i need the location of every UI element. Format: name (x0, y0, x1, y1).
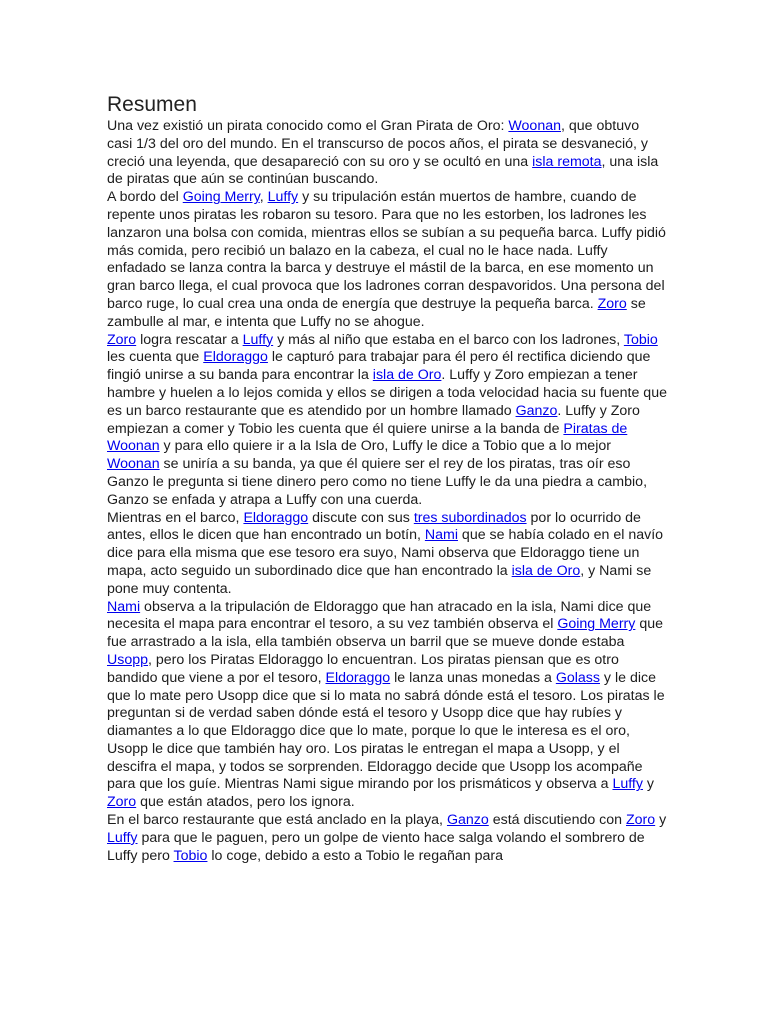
article-link[interactable]: Zoro (597, 295, 627, 312)
paragraph-text: A bordo del (107, 189, 183, 206)
article-link[interactable]: Tobio (173, 847, 208, 864)
article-link[interactable]: Zoro (107, 331, 137, 348)
paragraph-5 (107, 599, 667, 813)
article-link[interactable]: Tobio (623, 331, 658, 348)
paragraph-text: , una isla de piratas que aún se continúan buscando. (107, 153, 659, 188)
article-link[interactable]: Zoro (626, 812, 656, 829)
paragraph-text: lo coge, debido a esto a Tobio le regañan para (207, 847, 503, 864)
paragraph-text: que se había colado en el navío dice para ella misma que ese tesoro era suyo, Nami observa que Eldoraggo tiene un mapa, acto seguido un subordinado dice que han encontrado la (107, 527, 664, 579)
page-title: Resumen (107, 93, 197, 116)
article-link[interactable]: Luffy (107, 829, 138, 846)
paragraph-text: Mientras en el barco, (107, 509, 244, 526)
paragraph-text: está discutiendo con (488, 812, 626, 829)
document-body (107, 118, 667, 865)
paragraph-text: y (642, 776, 655, 793)
paragraph-text: Una vez existió un pirata conocido como el Gran Pirata de Oro: (107, 118, 509, 134)
article-link[interactable]: Ganzo (446, 812, 489, 829)
paragraph-text: les cuenta que (107, 349, 204, 366)
paragraph-text: , pero los Piratas Eldoraggo lo encuentran. Los piratas piensan que es otro bandido que viene a por el tesoro, (107, 651, 619, 686)
paragraph-text: que fue arrastrado a la isla, ella también observa un barril que se mueve donde estaba (107, 616, 663, 651)
article-link[interactable]: Going Merry (182, 189, 260, 206)
paragraph-4 (107, 510, 667, 599)
paragraph-1 (107, 118, 667, 189)
paragraph-text: y más al niño que estaba en el barco con los ladrones, (273, 331, 624, 348)
article-link[interactable]: Eldoraggo (325, 669, 391, 686)
paragraph-text: se uniría a su banda, ya que él quiere ser el rey de los piratas, tras oír eso Ganzo le pregunta si tiene dinero pero como no tiene Luffy le da una piedra a cambio, Ganzo se enfada y atrapa a Luffy con una cuerda. (107, 456, 648, 508)
article-link[interactable]: Eldoraggo (203, 349, 268, 366)
article-link[interactable]: Luffy (612, 776, 643, 793)
paragraph-3 (107, 332, 667, 510)
paragraph-text: y (655, 812, 667, 829)
paragraph-text: logra rescatar a (136, 331, 243, 348)
article-link[interactable]: Luffy (267, 189, 299, 206)
article-link[interactable]: Piratas de Woonan (107, 420, 628, 455)
article-link[interactable]: isla remota (532, 153, 602, 170)
paragraph-text: y para ello quiere ir a la Isla de Oro, Luffy le dice a Tobio que a lo mejor (159, 438, 611, 455)
article-link[interactable]: Luffy (242, 331, 274, 348)
paragraph-text: que están atados, pero los ignora. (136, 794, 355, 811)
article-link[interactable]: Woonan (508, 118, 561, 134)
article-link[interactable]: Nami (107, 598, 141, 615)
article-link[interactable]: Going Merry (557, 616, 636, 633)
paragraph-text: , que obtuvo casi 1/3 del oro del mundo. En el transcurso de pocos años, el pirata se desvaneció, y creció una leyenda, que desapareció con su oro y se ocultó en una (107, 118, 649, 170)
paragraph-text: por lo ocurrido de antes, ellos le dicen que han encontrado un botín, (107, 509, 641, 544)
paragraph-text: le capturó para trabajar para él pero él rectifica diciendo que fingió unirse a su banda para encontrar la (107, 349, 651, 384)
paragraph-text: se zambulle al mar, e intenta que Luffy no se ahogue. (107, 295, 646, 330)
article-link[interactable]: isla de Oro (511, 562, 581, 579)
article-link[interactable]: Woonan (107, 456, 160, 473)
article-link[interactable]: Nami (424, 527, 458, 544)
article-link[interactable]: isla de Oro (372, 367, 442, 384)
paragraph-text: observa a la tripulación de Eldoraggo que han atracado en la isla, Nami dice que necesita el mapa para encontrar el tesoro, a su vez también observa el (107, 598, 652, 633)
article-link[interactable]: tres subordinados (413, 509, 527, 526)
paragraph-text: , (259, 189, 268, 206)
paragraph-text: . Luffy y Zoro empiezan a tener hambre y huelen a lo lejos comida y ellos se dirigen a toda velocidad hacia su fuente que es un barco restaurante que es atendido por un hombre llamado (107, 367, 667, 419)
article-link[interactable]: Usopp (107, 651, 149, 668)
paragraph-text: para que le paguen, pero un golpe de viento hace salga volando el sombrero de Luffy pero (107, 829, 645, 864)
paragraph-text: y su tripulación están muertos de hambre, cuando de repente unos piratas les robaron su tesoro. Para que no les estorben, los ladrones les lanzaron una bolsa con comida, mientras ellos se subían a su pequeña barca. Luffy pidió más comida, pero recibió un balazo en la cabeza, el cual no le hace nada. Luffy enfadado se lanza contra la barca y destruye el mástil de la barca, en ese momento un gran barco llega, el cual provoca que los ladrones corran despavoridos. Una persona del barco ruge, lo cual crea una onda de energía que destruye la pequeña barca. (107, 189, 666, 312)
paragraph-text: le lanza unas monedas a (390, 669, 556, 686)
article-link[interactable]: Eldoraggo (243, 509, 309, 526)
article-link[interactable]: Ganzo (515, 402, 558, 419)
document-page (107, 92, 667, 865)
paragraph-6 (107, 812, 667, 865)
article-link[interactable]: Golass (555, 669, 600, 686)
paragraph-text: discute con sus (308, 509, 414, 526)
paragraph-2 (107, 189, 667, 331)
paragraph-text: . Luffy y Zoro empiezan a comer y Tobio les cuenta que él quiere unirse a la banda de (107, 402, 640, 437)
paragraph-text: En el barco restaurante que está anclado en la playa, (107, 812, 447, 829)
paragraph-text: , y Nami se pone muy contenta. (107, 562, 652, 597)
article-link[interactable]: Zoro (107, 794, 137, 811)
paragraph-text: y le dice que lo mate pero Usopp dice que si lo mata no sabrá dónde está el tesoro. Los piratas le preguntan si de verdad saben dónde está el tesoro y Usopp dice que hay rubíes y diamantes a lo que Eldoraggo dice que lo mate, porque lo que le interesa es el oro, Usopp le dice que también hay oro. Los piratas le entregan el mapa a Usopp, y el descifra el mapa, y todos se sorprenden. Eldoraggo decide que Usopp los acompañe para que los guíe. Mientras Nami sigue mirando por los prismáticos y observa a (107, 669, 665, 793)
